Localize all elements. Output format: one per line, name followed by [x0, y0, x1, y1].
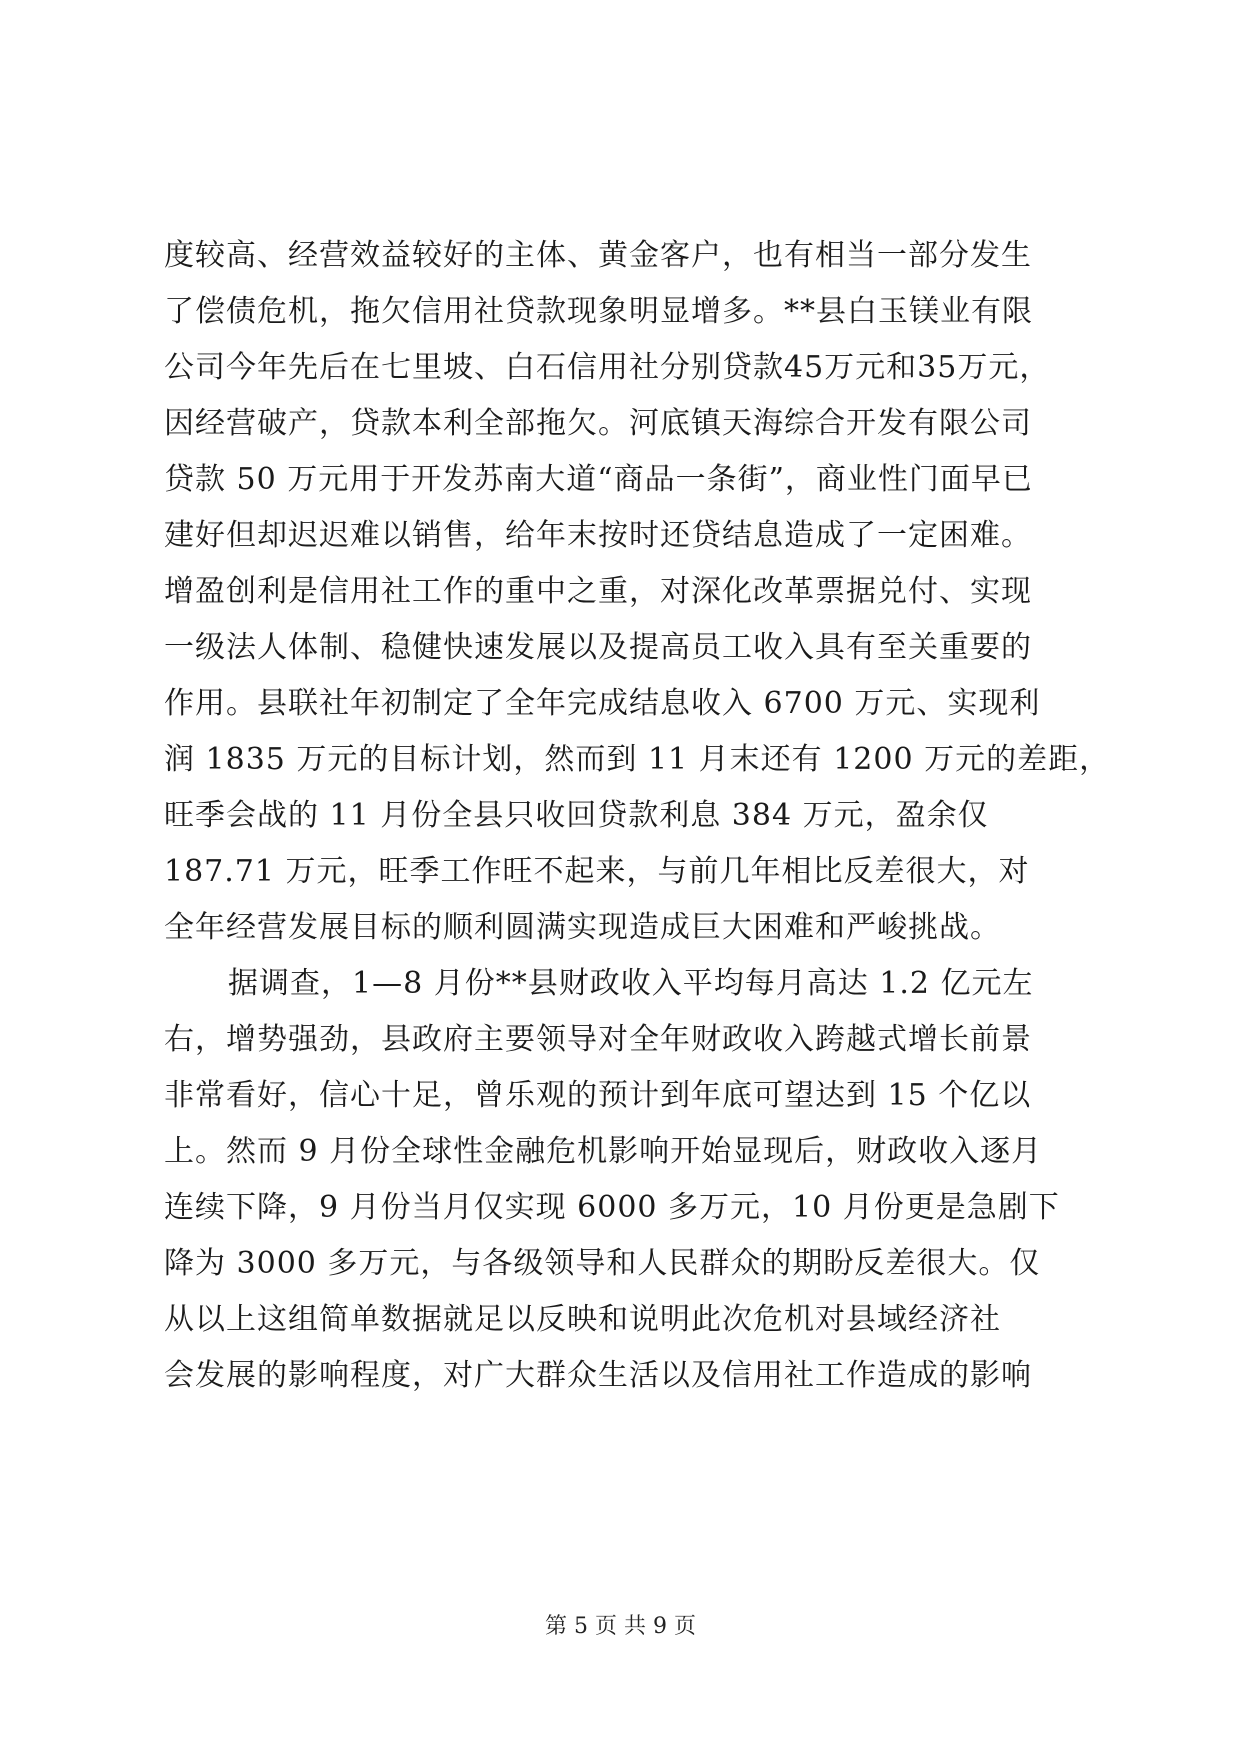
text-line-1: 度较高、经营效益较好的主体、黄金客户，也有相当一部分发生 [164, 238, 1032, 273]
text-line-6: 建好但却迟迟难以销售，给年末按时还贷结息造成了一定困难。 [164, 518, 1032, 553]
text-line-9: 作用。县联社年初制定了全年完成结息收入 6700 万元、实现利 [164, 686, 1041, 721]
text-line-7: 增盈创利是信用社工作的重中之重，对深化改革票据兑付、实现 [164, 574, 1032, 609]
text-line-20: 从以上这组简单数据就足以反映和说明此次危机对县域经济社 [164, 1302, 1001, 1337]
text-line-2: 了偿债危机，拖欠信用社贷款现象明显增多。**县白玉镁业有限 [164, 294, 1033, 329]
text-line-5: 贷款 50 万元用于开发苏南大道“商品一条街”，商业性门面早已 [164, 462, 1033, 497]
text-line-14: 据调查，1—8 月份**县财政收入平均每月高达 1.2 亿元左 [228, 966, 1034, 1001]
text-line-3: 公司今年先后在七里坡、白石信用社分别贷款45万元和35万元， [164, 350, 1051, 385]
text-line-21: 会发展的影响程度，对广大群众生活以及信用社工作造成的影响 [164, 1358, 1032, 1393]
text-line-12: 187.71 万元，旺季工作旺不起来，与前几年相比反差很大，对 [164, 854, 1030, 889]
text-line-11: 旺季会战的 11 月份全县只收回贷款利息 384 万元，盈余仅 [164, 798, 989, 833]
text-line-8: 一级法人体制、稳健快速发展以及提高员工收入具有至关重要的 [164, 630, 1032, 665]
text-line-15: 右，增势强劲，县政府主要领导对全年财政收入跨越式增长前景 [164, 1022, 1032, 1057]
body-text [164, 228, 1111, 1404]
text-line-18: 连续下降，9 月份当月仅实现 6000 多万元，10 月份更是急剧下 [164, 1190, 1060, 1225]
page-number: 第 5 页 共 9 页 [545, 1614, 696, 1639]
text-line-4: 因经营破产，贷款本利全部拖欠。河底镇天海综合开发有限公司 [164, 406, 1032, 441]
text-line-16: 非常看好，信心十足，曾乐观的预计到年底可望达到 15 个亿以 [164, 1078, 1032, 1113]
text-line-10: 润 1835 万元的目标计划，然而到 11 月末还有 1200 万元的差距， [164, 742, 1111, 777]
page-footer [0, 1612, 1241, 1642]
text-line-13: 全年经营发展目标的顺利圆满实现造成巨大困难和严峻挑战。 [164, 910, 1001, 945]
text-line-17: 上。然而 9 月份全球性金融危机影响开始显现后，财政收入逐月 [164, 1134, 1043, 1169]
text-line-19: 降为 3000 多万元，与各级领导和人民群众的期盼反差很大。仅 [164, 1246, 1041, 1281]
